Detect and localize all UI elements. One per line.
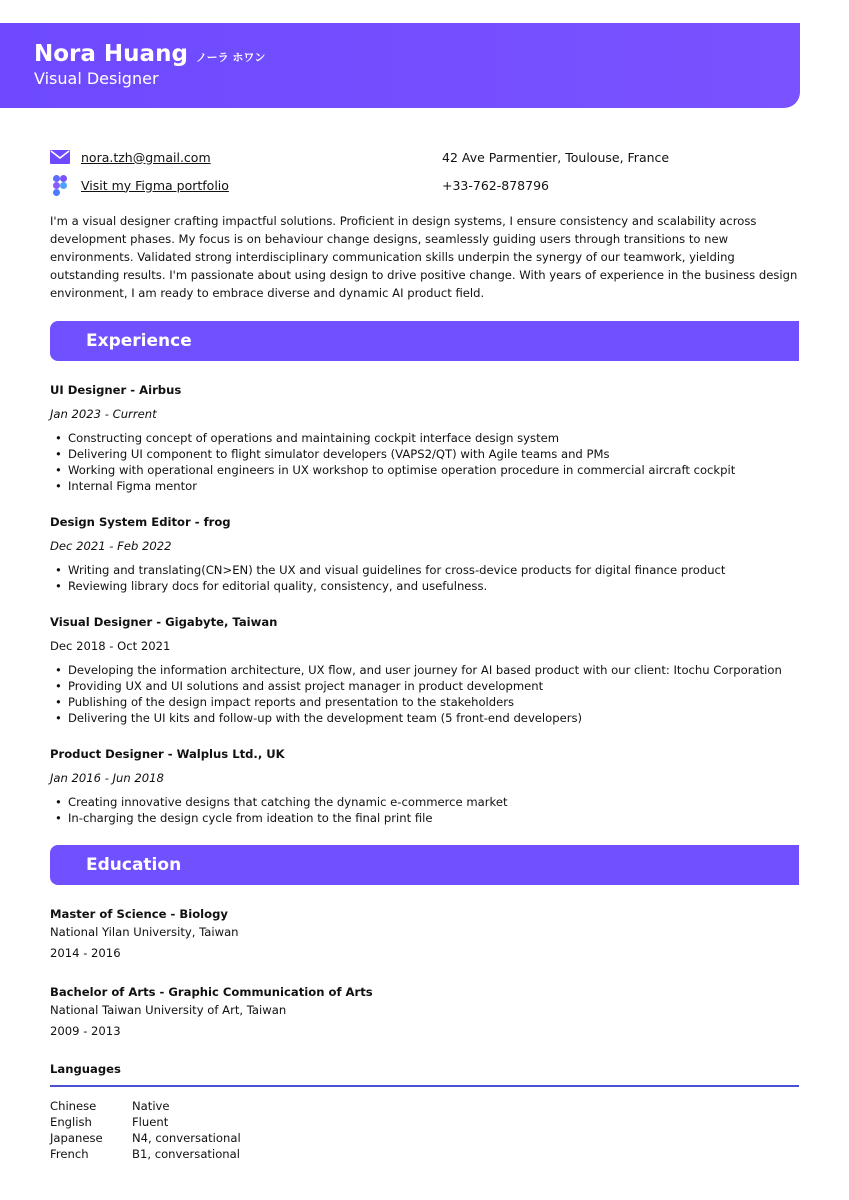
- email-link[interactable]: nora.tzh@gmail.com: [81, 149, 211, 165]
- languages-list: [50, 1098, 241, 1162]
- job-dates: Jan 2023 - Current: [50, 407, 157, 421]
- job-title: Visual Designer - Gigabyte, Taiwan: [50, 615, 278, 629]
- degree: Bachelor of Arts - Graphic Communication of Arts: [50, 985, 373, 999]
- language-name: French: [50, 1147, 89, 1161]
- job-dates: Dec 2021 - Feb 2022: [50, 539, 172, 553]
- bullet-item: • Constructing concept of operations and maintaining cockpit interface design system: [50, 430, 800, 446]
- language-row: [50, 1146, 241, 1162]
- address: 42 Ave Parmentier, Toulouse, France: [442, 149, 670, 165]
- language-level: N4, conversational: [132, 1131, 241, 1145]
- language-name: Japanese: [50, 1131, 103, 1145]
- education-heading: Education: [50, 845, 799, 885]
- bullet-item: • Writing and translating(CN>EN) the UX and visual guidelines for cross-device products for digital finance product: [50, 562, 800, 578]
- job-entry: [50, 514, 800, 594]
- bullet-item: • Internal Figma mentor: [50, 478, 800, 494]
- job-entry: [50, 382, 800, 494]
- languages-divider: [50, 1085, 799, 1087]
- name-kana: ノーラ ホワン: [195, 51, 266, 64]
- language-row: [50, 1114, 241, 1130]
- job-dates: Jan 2016 - Jun 2018: [50, 771, 164, 785]
- language-row: [50, 1098, 241, 1114]
- language-name: Chinese: [50, 1099, 97, 1113]
- language-level: Native: [132, 1099, 170, 1113]
- portfolio-row: [50, 171, 430, 199]
- school: National Yilan University, Taiwan: [50, 925, 239, 939]
- job-entry: [50, 614, 800, 726]
- job-title: Product Designer - Walplus Ltd., UK: [50, 747, 285, 761]
- school: National Taiwan University of Art, Taiwan: [50, 1003, 287, 1017]
- education-entry: [50, 906, 800, 964]
- bullet-item: • Publishing of the design impact reports and presentation to the stakeholders: [50, 694, 800, 710]
- email-row: [50, 143, 430, 171]
- job-dates: Dec 2018 - Oct 2021: [50, 639, 171, 653]
- bullet-item: • Providing UX and UI solutions and assist project manager in product development: [50, 678, 800, 694]
- bullet-item: • Developing the information architecture, UX flow, and user journey for AI based product with our client: Itochu Corporation: [50, 662, 800, 678]
- languages-heading: Languages: [50, 1062, 121, 1076]
- job-bullets: [50, 430, 800, 494]
- bullet-item: • Delivering UI component to flight simulator developers (VAPS2/QT) with Agile teams and PMs: [50, 446, 800, 462]
- years: 2014 - 2016: [50, 946, 121, 960]
- language-row: [50, 1130, 241, 1146]
- resume-header: [0, 23, 800, 108]
- contact-details: [442, 143, 802, 199]
- mail-icon: [50, 147, 70, 167]
- job-bullets: [50, 562, 800, 594]
- language-name: English: [50, 1115, 92, 1129]
- job-bullets: [50, 662, 800, 726]
- bullet-item: • Creating innovative designs that catching the dynamic e-commerce market: [50, 794, 800, 810]
- job-role: Visual Designer: [34, 69, 159, 88]
- job-entry: [50, 746, 800, 826]
- language-level: B1, conversational: [132, 1147, 240, 1161]
- job-title: UI Designer - Airbus: [50, 383, 182, 397]
- job-title: Design System Editor - frog: [50, 515, 231, 529]
- full-name: Nora Huang: [34, 41, 188, 67]
- bullet-item: • In-charging the design cycle from ideation to the final print file: [50, 810, 800, 826]
- bullet-item: • Working with operational engineers in UX workshop to optimise operation procedure in commercial aircraft cockpit: [50, 462, 800, 478]
- profile-summary: I'm a visual designer crafting impactful solutions. Proficient in design systems, I ensure consistency and scalability across development phases. My focus is on behaviour change designs, seamlessly guiding users through transitions to new environments. Validated strong interdisciplinary communication skills underpin the synergy of our teamwork, yielding outstanding results. I'm passionate about using design to drive positive change. With years of experience in the business design environment, I am ready to embrace diverse and dynamic AI product field.: [50, 214, 798, 300]
- contact-links: [50, 143, 430, 199]
- phone: +33-762-878796: [442, 177, 549, 193]
- degree: Master of Science - Biology: [50, 907, 228, 921]
- bullet-item: • Reviewing library docs for editorial quality, consistency, and usefulness.: [50, 578, 800, 594]
- figma-icon: [50, 175, 70, 195]
- job-bullets: [50, 794, 800, 826]
- experience-heading: Experience: [50, 321, 799, 361]
- language-level: Fluent: [132, 1115, 169, 1129]
- education-entry: [50, 984, 800, 1042]
- bullet-item: • Delivering the UI kits and follow-up with the development team (5 front-end developers): [50, 710, 800, 726]
- years: 2009 - 2013: [50, 1024, 121, 1038]
- name-line: [34, 41, 800, 67]
- portfolio-link[interactable]: Visit my Figma portfolio: [81, 177, 229, 193]
